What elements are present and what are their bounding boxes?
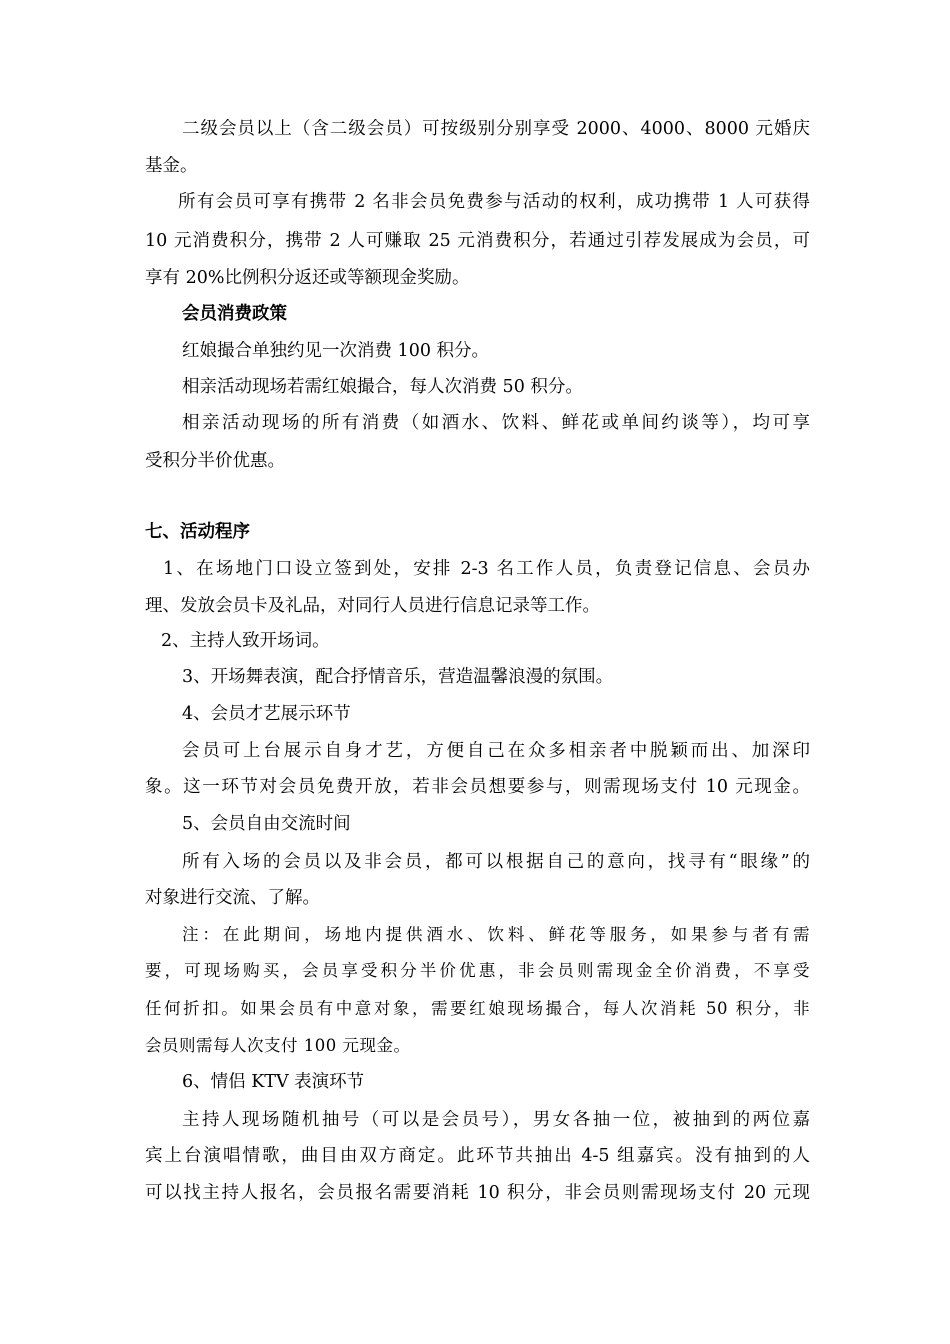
consumption-policy-heading: 会员消费政策 bbox=[182, 304, 287, 324]
policy-item-1: 红娘撮合单独约见一次消费 100 积分。 bbox=[182, 341, 490, 361]
para1-line2: 基金。 bbox=[145, 156, 198, 176]
step-5: 5、会员自由交流时间 bbox=[182, 814, 351, 834]
para2-line2: 10 元消费积分，携带 2 人可赚取 25 元消费积分，若通过引荐发展成为会员，可 bbox=[145, 231, 810, 251]
section-7-heading: 七、活动程序 bbox=[145, 522, 250, 542]
step-1-line2: 理、发放会员卡及礼品，对同行人员进行信息记录等工作。 bbox=[145, 596, 600, 616]
para1-line1: 二级会员以上（含二级会员）可按级别分别享受 2000、4000、8000 元婚庆 bbox=[182, 119, 810, 139]
step-6: 6、情侣 KTV 表演环节 bbox=[182, 1072, 365, 1092]
para2-line3: 享有 20%比例积分返还或等额现金奖励。 bbox=[145, 268, 470, 288]
step-3: 3、开场舞表演，配合抒情音乐，营造温馨浪漫的氛围。 bbox=[182, 667, 614, 687]
note-line3: 任何折扣。如果会员有中意对象，需要红娘现场撮合，每人次消耗 50 积分，非 bbox=[145, 999, 810, 1018]
policy-item-3-line1: 相亲活动现场的所有消费（如酒水、饮料、鲜花或单间约谈等），均可享 bbox=[182, 413, 810, 433]
step-6-desc-line1: 主持人现场随机抽号（可以是会员号），男女各抽一位，被抽到的两位嘉 bbox=[182, 1110, 810, 1130]
step-4-desc-line1: 会员可上台展示自身才艺，方便自己在众多相亲者中脱颖而出、加深印 bbox=[182, 741, 810, 761]
step-4-desc-line2: 象。这一环节对会员免费开放，若非会员想要参与，则需现场支付 10 元现金。 bbox=[145, 777, 810, 797]
step-6-desc-line2: 宾上台演唱情歌，曲目由双方商定。此环节共抽出 4-5 组嘉宾。没有抽到的人 bbox=[145, 1146, 810, 1166]
note-line4: 会员则需每人次支付 100 元现金。 bbox=[145, 1036, 411, 1055]
step-6-desc-line3: 可以找主持人报名，会员报名需要消耗 10 积分，非会员则需现场支付 20 元现 bbox=[145, 1183, 810, 1203]
policy-item-3-line2: 受积分半价优惠。 bbox=[145, 451, 285, 471]
step-2: 2、主持人致开场词。 bbox=[161, 631, 330, 651]
note-line1: 注：在此期间，场地内提供酒水、饮料、鲜花等服务，如果参与者有需 bbox=[182, 925, 810, 944]
step-1-line1: 1、在场地门口设立签到处，安排 2-3 名工作人员，负责登记信息、会员办 bbox=[163, 559, 810, 579]
step-5-desc-line1: 所有入场的会员以及非会员，都可以根据自己的意向，找寻有“眼缘”的 bbox=[182, 852, 810, 872]
step-5-desc-line2: 对象进行交流、了解。 bbox=[145, 888, 320, 908]
para2-line1: 所有会员可享有携带 2 名非会员免费参与活动的权利，成功携带 1 人可获得 bbox=[178, 192, 810, 212]
note-line2: 要，可现场购买，会员享受积分半价优惠，非会员则需现金全价消费，不享受 bbox=[145, 961, 810, 980]
policy-item-2: 相亲活动现场若需红娘撮合，每人次消费 50 积分。 bbox=[182, 377, 583, 397]
step-4: 4、会员才艺展示环节 bbox=[182, 704, 351, 724]
